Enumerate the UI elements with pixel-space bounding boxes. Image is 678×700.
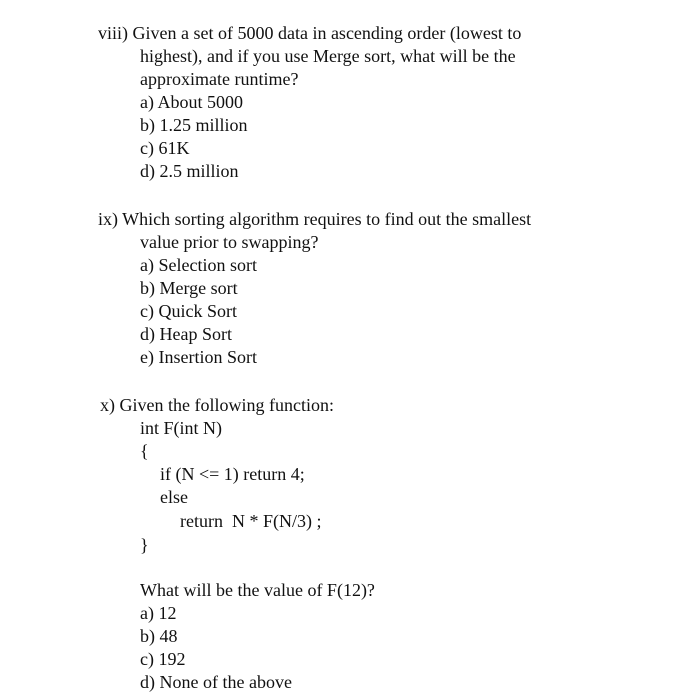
question-x-option-a: a) 12 (140, 603, 177, 623)
question-viii-option-b: b) 1.25 million (140, 115, 248, 135)
question-viii-option-d: d) 2.5 million (140, 161, 239, 181)
question-x-stem: x) Given the following function: (100, 395, 334, 415)
code-line-else: else (160, 487, 188, 507)
code-line-signature: int F(int N) (140, 418, 223, 438)
question-x-prompt: What will be the value of F(12)? (140, 580, 375, 600)
question-ix-option-e: e) Insertion Sort (140, 347, 257, 367)
question-ix-stem-line-1: ix) Which sorting algorithm requires to find out the smallest (98, 209, 532, 229)
question-x-option-c: c) 192 (140, 649, 186, 669)
question-ix-option-b: b) Merge sort (140, 278, 238, 298)
question-x-option-b: b) 48 (140, 626, 178, 646)
question-x-option-d: d) None of the above (140, 672, 292, 692)
code-line-close-brace: } (140, 535, 149, 555)
question-ix-option-a: a) Selection sort (140, 255, 257, 275)
question-ix-stem-line-2: value prior to swapping? (140, 232, 319, 252)
question-ix-option-d: d) Heap Sort (140, 324, 232, 344)
question-ix-option-c: c) Quick Sort (140, 301, 237, 321)
question-viii-option-a: a) About 5000 (140, 92, 243, 112)
code-line-if: if (N <= 1) return 4; (160, 464, 305, 484)
question-viii-stem-line-1: viii) Given a set of 5000 data in ascending order (lowest to (98, 23, 522, 43)
code-line-open-brace: { (140, 441, 149, 461)
question-viii-stem-line-2: highest), and if you use Merge sort, what will be the (140, 46, 516, 66)
question-viii-stem-line-3: approximate runtime? (140, 69, 299, 89)
question-viii-option-c: c) 61K (140, 138, 190, 158)
code-line-return: return N * F(N/3) ; (180, 511, 322, 531)
